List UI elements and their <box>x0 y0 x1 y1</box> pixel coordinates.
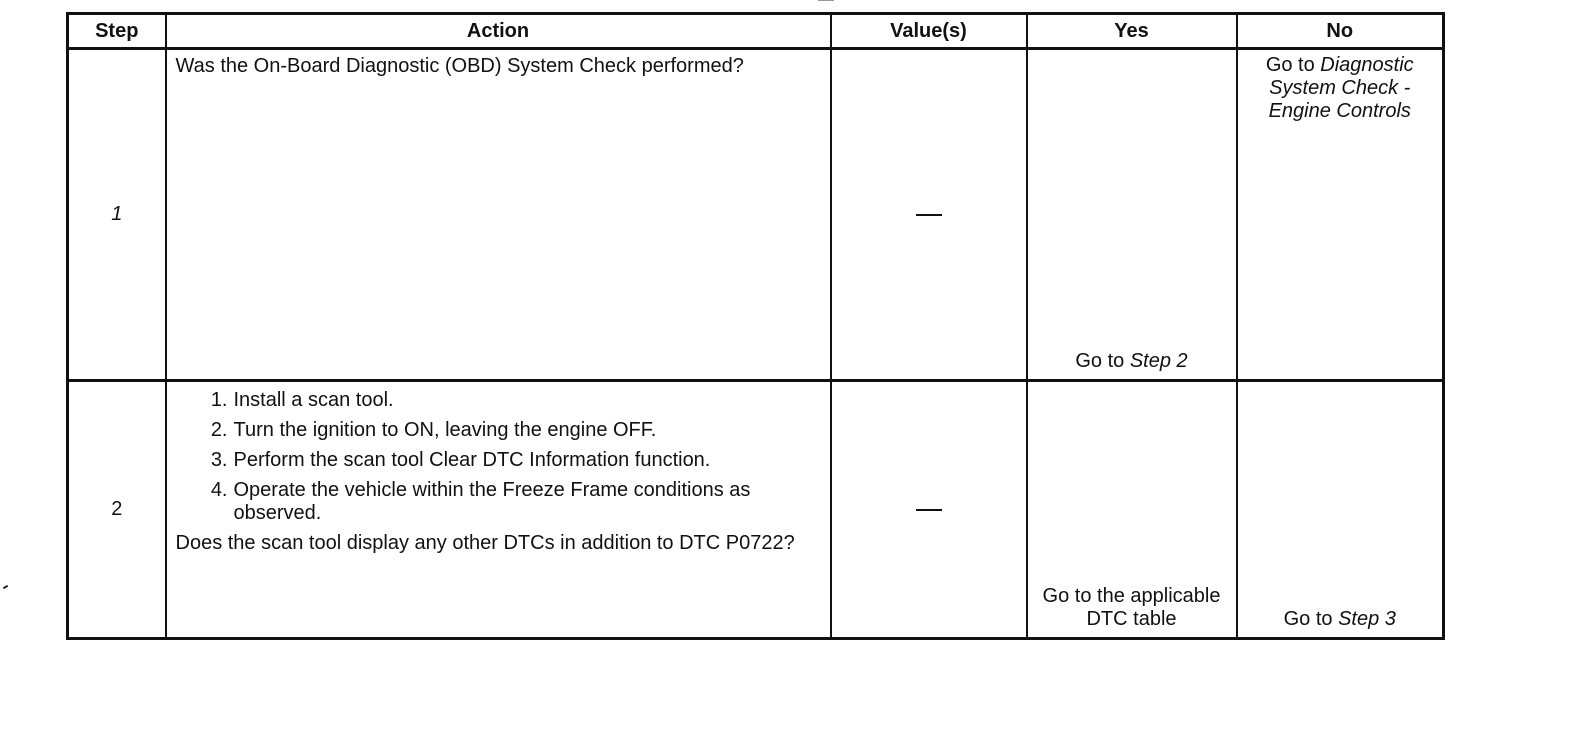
list-item <box>176 419 822 442</box>
list-item-number: 2. <box>210 419 228 441</box>
list-item-text: Install a scan tool. <box>233 389 394 411</box>
action-question: Does the scan tool display any other DTCs in addition to DTC P0722? <box>175 532 795 554</box>
scan-artifact-top <box>818 0 834 1</box>
table-header-row <box>68 14 1444 49</box>
list-item-text: Turn the ignition to ON, leaving the engine OFF. <box>233 419 657 441</box>
diagnostic-table <box>66 12 1445 640</box>
scan-artifact-left <box>3 585 8 589</box>
value-cell <box>831 49 1027 381</box>
table-row <box>68 49 1444 381</box>
action-cell <box>166 49 831 381</box>
action-cell <box>166 381 831 639</box>
list-item <box>176 389 822 412</box>
list-item <box>176 449 822 472</box>
list-item <box>176 479 822 525</box>
header-action: Action <box>166 14 831 49</box>
yes-cell <box>1027 49 1237 381</box>
yes-cell <box>1027 381 1237 639</box>
list-item-text: Perform the scan tool Clear DTC Information function. <box>233 449 711 471</box>
value-cell <box>831 381 1027 639</box>
value-dash <box>916 509 942 511</box>
no-cell <box>1237 381 1444 639</box>
step-number: 2 <box>68 381 166 639</box>
action-steps-list <box>176 389 822 525</box>
header-no: No <box>1237 14 1444 49</box>
yes-prefix: Go to <box>1075 350 1130 372</box>
header-yes: Yes <box>1027 14 1237 49</box>
list-item-text: Operate the vehicle within the Freeze Frame conditions as observed. <box>233 479 751 524</box>
no-cell <box>1237 49 1444 381</box>
yes-step-link[interactable]: Step 2 <box>1129 350 1188 372</box>
value-dash <box>916 214 942 216</box>
no-prefix: Go to <box>1265 54 1321 76</box>
table-row <box>68 381 1444 639</box>
header-step: Step <box>68 14 166 49</box>
yes-dtc-table-link[interactable]: Go to the applicable DTC table <box>1042 585 1221 630</box>
list-item-number: 1. <box>210 389 228 411</box>
list-item-number: 4. <box>210 479 228 501</box>
header-values: Value(s) <box>831 14 1027 49</box>
list-item-number: 3. <box>210 449 228 471</box>
no-prefix: Go to <box>1283 608 1339 630</box>
no-step-link[interactable]: Step 3 <box>1338 608 1396 630</box>
no-diagnostic-link[interactable]: Diagnostic System Check - Engine Controls <box>1268 54 1414 122</box>
step-number: 1 <box>68 49 166 381</box>
action-question: Was the On-Board Diagnostic (OBD) System Check performed? <box>175 55 744 77</box>
